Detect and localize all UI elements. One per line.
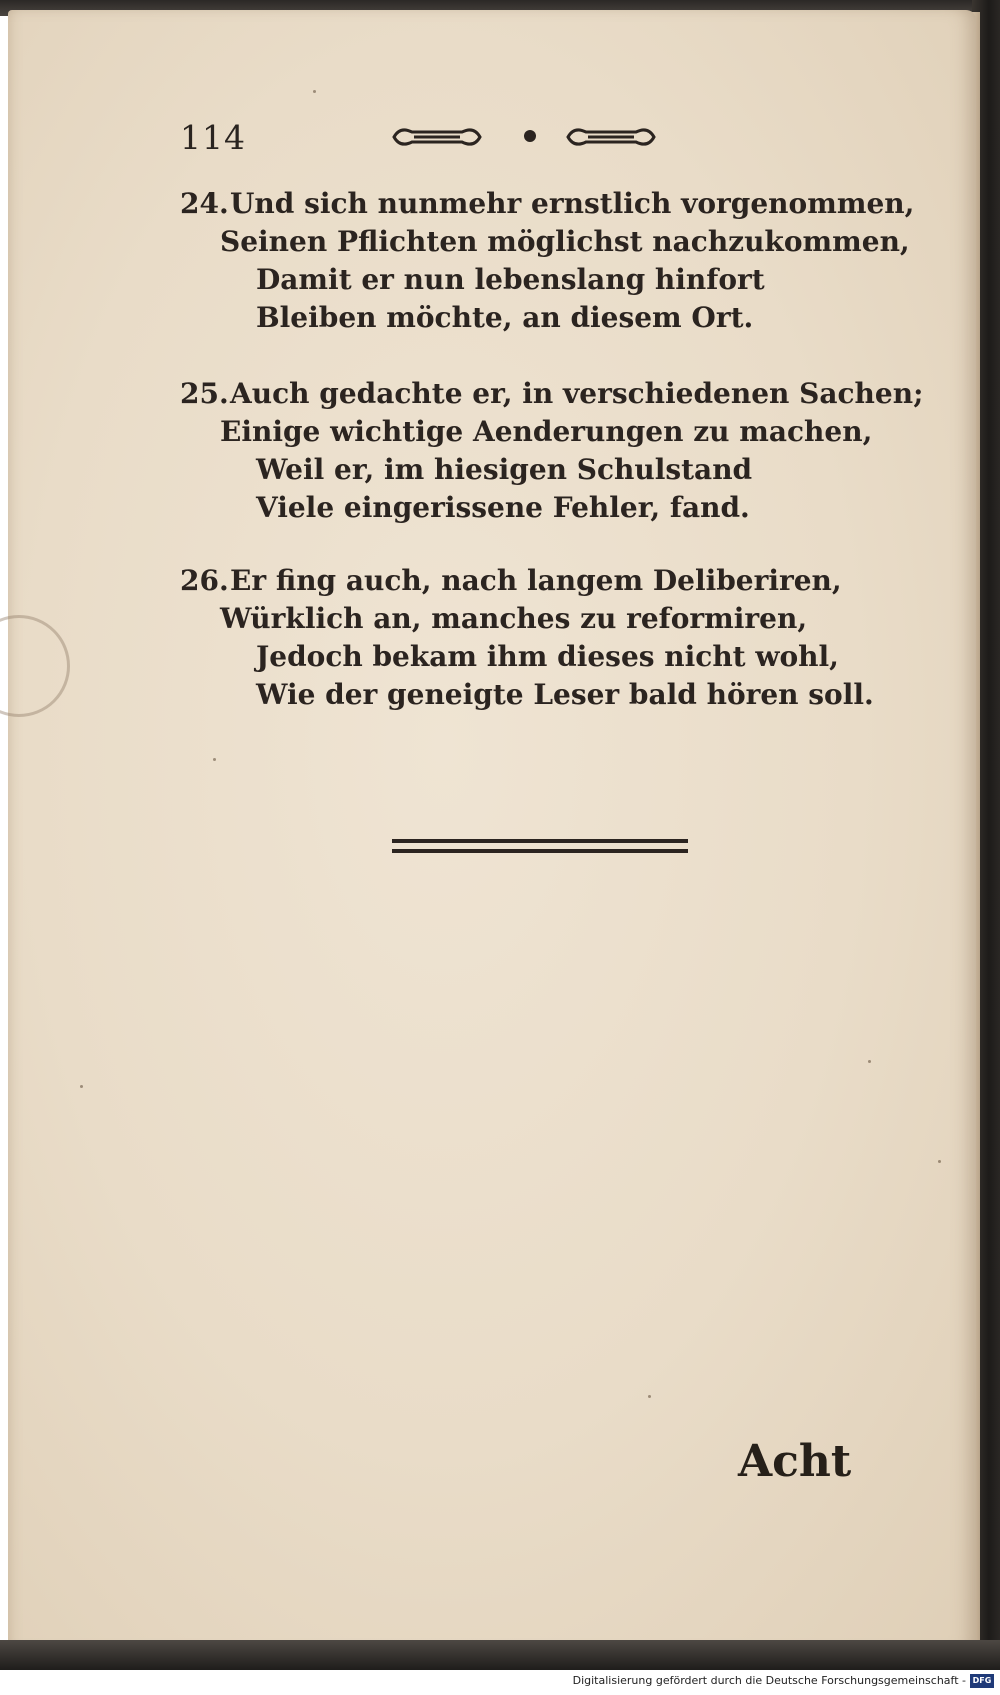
verse-line <box>180 562 840 600</box>
verse-text: Auch gedachte er, in verschiedenen Sachen; <box>230 377 924 410</box>
stanza-number: 25. <box>180 377 229 410</box>
paper-speck <box>868 1060 871 1063</box>
page-number: 114 <box>180 118 246 157</box>
digitization-footer <box>0 1670 1000 1695</box>
page-clip-mark <box>0 615 70 717</box>
book-cover-bottom <box>0 1640 1000 1670</box>
catchword: Acht <box>738 1436 852 1487</box>
header-ornament-right <box>564 124 658 150</box>
verse-text: Er fing auch, nach langem Deliberiren, <box>230 564 842 597</box>
header-ornament-left <box>390 124 484 150</box>
paper-speck <box>80 1085 83 1088</box>
verse-line: Viele eingerissene Fehler, fand. <box>256 491 750 524</box>
verse-line <box>180 185 915 223</box>
paper-speck <box>313 90 316 93</box>
stanza-24 <box>180 185 915 337</box>
stanza-26 <box>180 562 874 714</box>
paper-speck <box>213 758 216 761</box>
verse-line: Seinen Pflichten möglichst nachzukommen, <box>220 225 910 258</box>
paper-speck <box>938 1160 941 1163</box>
verse-line: Wie der geneigte Leser bald hören soll. <box>256 678 874 711</box>
verse-line: Würklich an, manches zu reformiren, <box>220 602 808 635</box>
verse-line: Jedoch bekam ihm dieses nicht wohl, <box>256 640 839 673</box>
stanza-number: 26. <box>180 564 229 597</box>
verse-line: Weil er, im hiesigen Schulstand <box>256 453 753 486</box>
stanza-25 <box>180 375 924 527</box>
verse-line: Damit er nun lebenslang hinfort <box>256 263 765 296</box>
dfg-logo-icon: DFG <box>970 1674 994 1688</box>
closing-double-rule <box>392 836 688 858</box>
paper-speck <box>648 1395 651 1398</box>
stanza-number: 24. <box>180 187 229 220</box>
verse-line: Bleiben möchte, an diesem Ort. <box>256 301 754 334</box>
verse-text: Und sich nunmehr ernstlich vorgenommen, <box>230 187 915 220</box>
verse-line <box>180 375 924 413</box>
running-header <box>180 118 720 158</box>
verse-line: Einige wichtige Aenderungen zu machen, <box>220 415 873 448</box>
footer-credit: Digitalisierung gefördert durch die Deutsche Forschungsgemeinschaft - <box>572 1674 966 1687</box>
header-dot-ornament <box>522 128 538 144</box>
